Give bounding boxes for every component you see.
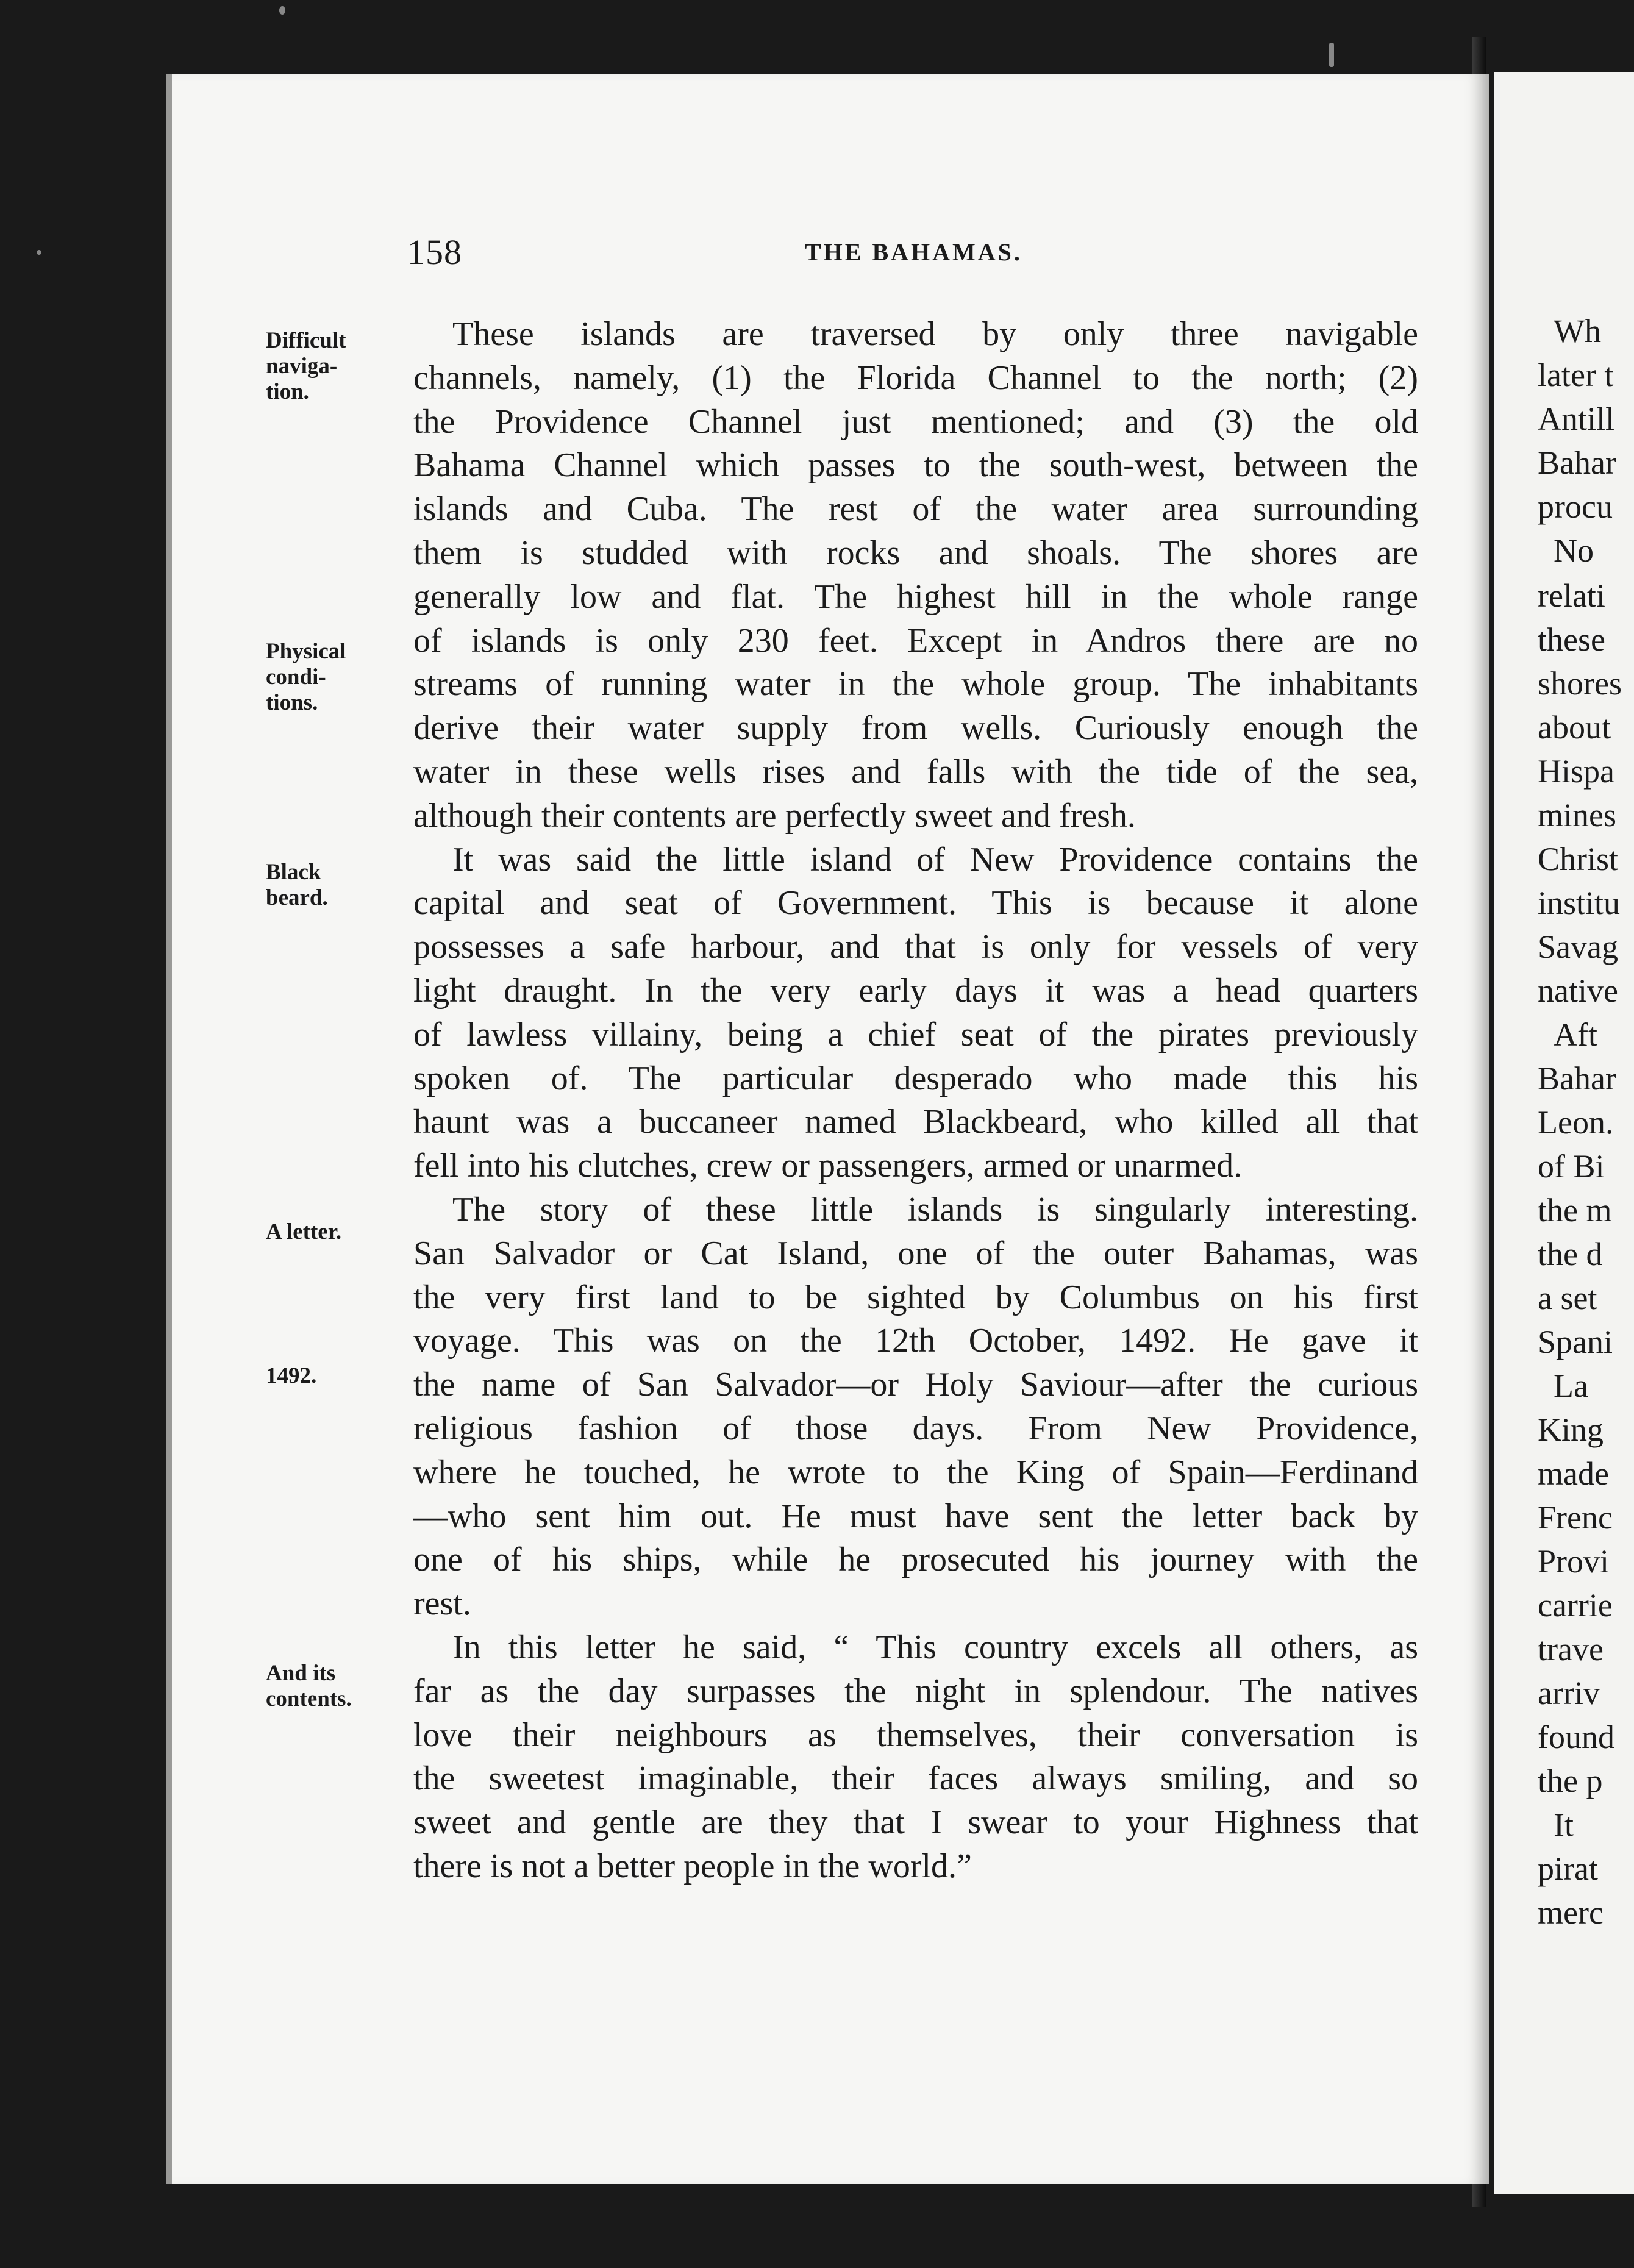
page-number: 158 bbox=[407, 232, 462, 272]
right-page-line: mines bbox=[1538, 797, 1616, 833]
right-page-line: It bbox=[1554, 1806, 1574, 1843]
right-page-line: about bbox=[1538, 709, 1611, 746]
body-line: there is not a better people in the world.” bbox=[413, 1847, 972, 1885]
right-page-line: Aft bbox=[1554, 1016, 1597, 1053]
body-line: one of his ships, while he prosecuted his journey with the bbox=[413, 1541, 1418, 1578]
scan-speck bbox=[1329, 43, 1334, 67]
body-line: San Salvador or Cat Island, one of the outer Bahamas, was bbox=[413, 1235, 1418, 1272]
body-line: possesses a safe harbour, and that is only for vessels of very bbox=[413, 928, 1418, 966]
body-line: haunt was a buccaneer named Blackbeard, who killed all that bbox=[413, 1103, 1418, 1141]
right-page-line: of Bi bbox=[1538, 1148, 1605, 1185]
body-line: where he touched, he wrote to the King of Spain—Ferdinand bbox=[413, 1453, 1418, 1491]
right-page-line: Hispa bbox=[1538, 753, 1614, 790]
right-page-line: the m bbox=[1538, 1192, 1612, 1228]
body-line: although their contents are perfectly sweet and fresh. bbox=[413, 797, 1136, 835]
right-page-line: the d bbox=[1538, 1236, 1603, 1272]
body-line: These islands are traversed by only three navigable bbox=[452, 315, 1418, 353]
margin-note-line: condi- bbox=[266, 665, 326, 690]
right-page-line: La bbox=[1554, 1368, 1588, 1404]
body-line: the Providence Channel just mentioned; and (3) the old bbox=[413, 403, 1418, 441]
right-page-line: institu bbox=[1538, 885, 1621, 921]
body-line: voyage. This was on the 12th October, 1492. He gave it bbox=[413, 1322, 1418, 1360]
right-page-line: King bbox=[1538, 1411, 1604, 1448]
right-page-line: procu bbox=[1538, 488, 1613, 525]
body-line: of islands is only 230 feet. Except in Andros there are no bbox=[413, 622, 1418, 660]
right-page-line: pirat bbox=[1538, 1850, 1598, 1887]
body-line: capital and seat of Government. This is because it alone bbox=[413, 884, 1418, 922]
margin-note-a-letter bbox=[266, 1219, 400, 1245]
body-line: In this letter he said, “ This country excels all others, as bbox=[452, 1628, 1418, 1666]
right-page-line: made bbox=[1538, 1455, 1609, 1492]
right-page-line: later t bbox=[1538, 357, 1614, 393]
body-line: sweet and gentle are they that I swear to your Highness that bbox=[413, 1803, 1418, 1841]
body-line: the name of San Salvador—or Holy Saviour—after the curious bbox=[413, 1366, 1418, 1403]
body-line: love their neighbours as themselves, their conversation is bbox=[413, 1716, 1418, 1754]
body-line: the sweetest imaginable, their faces always smiling, and so bbox=[413, 1760, 1418, 1797]
margin-note-line: A letter. bbox=[266, 1219, 341, 1244]
margin-note-line: And its bbox=[266, 1661, 336, 1686]
margin-note-line: tions. bbox=[266, 690, 318, 715]
body-line: The story of these little islands is singularly interesting. bbox=[452, 1191, 1418, 1228]
right-page-line: merc bbox=[1538, 1894, 1604, 1931]
body-line: religious fashion of those days. From New Providence, bbox=[413, 1410, 1418, 1447]
body-line: channels, namely, (1) the Florida Channel to the north; (2) bbox=[413, 359, 1418, 397]
right-page-line: Provi bbox=[1538, 1543, 1610, 1580]
margin-note-physical-conditions bbox=[266, 639, 400, 716]
right-page-line: Christ bbox=[1538, 841, 1619, 877]
right-page-line: native bbox=[1538, 972, 1618, 1009]
right-page-line: Frenc bbox=[1538, 1499, 1613, 1536]
margin-note-blackbeard bbox=[266, 860, 400, 911]
body-line: derive their water supply from wells. Curiously enough the bbox=[413, 709, 1418, 747]
margin-note-line: Difficult bbox=[266, 328, 346, 353]
scan-speck bbox=[279, 6, 285, 15]
right-page-line: relati bbox=[1538, 577, 1605, 614]
right-page-line: Leon. bbox=[1538, 1104, 1614, 1141]
right-page-line: Bahar bbox=[1538, 1060, 1616, 1097]
right-page-line: No bbox=[1554, 532, 1594, 569]
margin-note-line: Physical bbox=[266, 639, 346, 664]
right-page-line: trave bbox=[1538, 1631, 1604, 1667]
body-line: water in these wells rises and falls with the tide of the sea, bbox=[413, 753, 1418, 791]
body-line: Bahama Channel which passes to the south-west, between the bbox=[413, 446, 1418, 484]
body-line: islands and Cuba. The rest of the water area surrounding bbox=[413, 490, 1418, 528]
body-line: rest. bbox=[413, 1585, 471, 1622]
body-line: far as the day surpasses the night in splendour. The natives bbox=[413, 1672, 1418, 1710]
body-line: spoken of. The particular desperado who made this his bbox=[413, 1060, 1418, 1097]
body-line: of lawless villainy, being a chief seat of the pirates previously bbox=[413, 1016, 1418, 1054]
margin-note-line: 1492. bbox=[266, 1363, 317, 1388]
right-page-line: Antill bbox=[1538, 401, 1615, 437]
margin-note-and-its-contents bbox=[266, 1661, 400, 1712]
margin-note-line: contents. bbox=[266, 1686, 352, 1711]
body-line: streams of running water in the whole group. The inhabitants bbox=[413, 665, 1418, 703]
right-page-line: Wh bbox=[1554, 313, 1601, 349]
margin-note-1492 bbox=[266, 1363, 400, 1389]
margin-note-line: Black bbox=[266, 860, 321, 885]
body-line: them is studded with rocks and shoals. The shores are bbox=[413, 534, 1418, 572]
margin-note-line: tion. bbox=[266, 379, 309, 404]
body-line: the very first land to be sighted by Columbus on his first bbox=[413, 1278, 1418, 1316]
right-page-fragment bbox=[1494, 72, 1634, 2194]
right-page-line: the p bbox=[1538, 1763, 1603, 1799]
margin-note-difficult-navigation bbox=[266, 328, 400, 405]
body-line: fell into his clutches, crew or passengers, armed or unarmed. bbox=[413, 1147, 1243, 1185]
right-page-line: carrie bbox=[1538, 1587, 1613, 1624]
body-line: It was said the little island of New Providence contains the bbox=[452, 841, 1418, 879]
right-page-line: a set bbox=[1538, 1280, 1597, 1316]
right-page-line: Savag bbox=[1538, 929, 1618, 965]
body-line: —who sent him out. He must have sent the letter back by bbox=[413, 1497, 1418, 1535]
right-page-line: shores bbox=[1538, 665, 1622, 702]
body-line: light draught. In the very early days it was a head quarters bbox=[413, 972, 1418, 1010]
right-page-line: Spani bbox=[1538, 1324, 1613, 1360]
scan-speck bbox=[37, 250, 41, 255]
right-page-line: arriv bbox=[1538, 1675, 1600, 1711]
margin-note-line: beard. bbox=[266, 885, 328, 910]
running-title: THE BAHAMAS. bbox=[805, 238, 1022, 266]
right-page-line: Bahar bbox=[1538, 444, 1616, 481]
right-page-line: found bbox=[1538, 1719, 1614, 1755]
margin-note-line: naviga- bbox=[266, 354, 338, 379]
right-page-line: these bbox=[1538, 621, 1605, 658]
body-line: generally low and flat. The highest hill in the whole range bbox=[413, 578, 1418, 616]
